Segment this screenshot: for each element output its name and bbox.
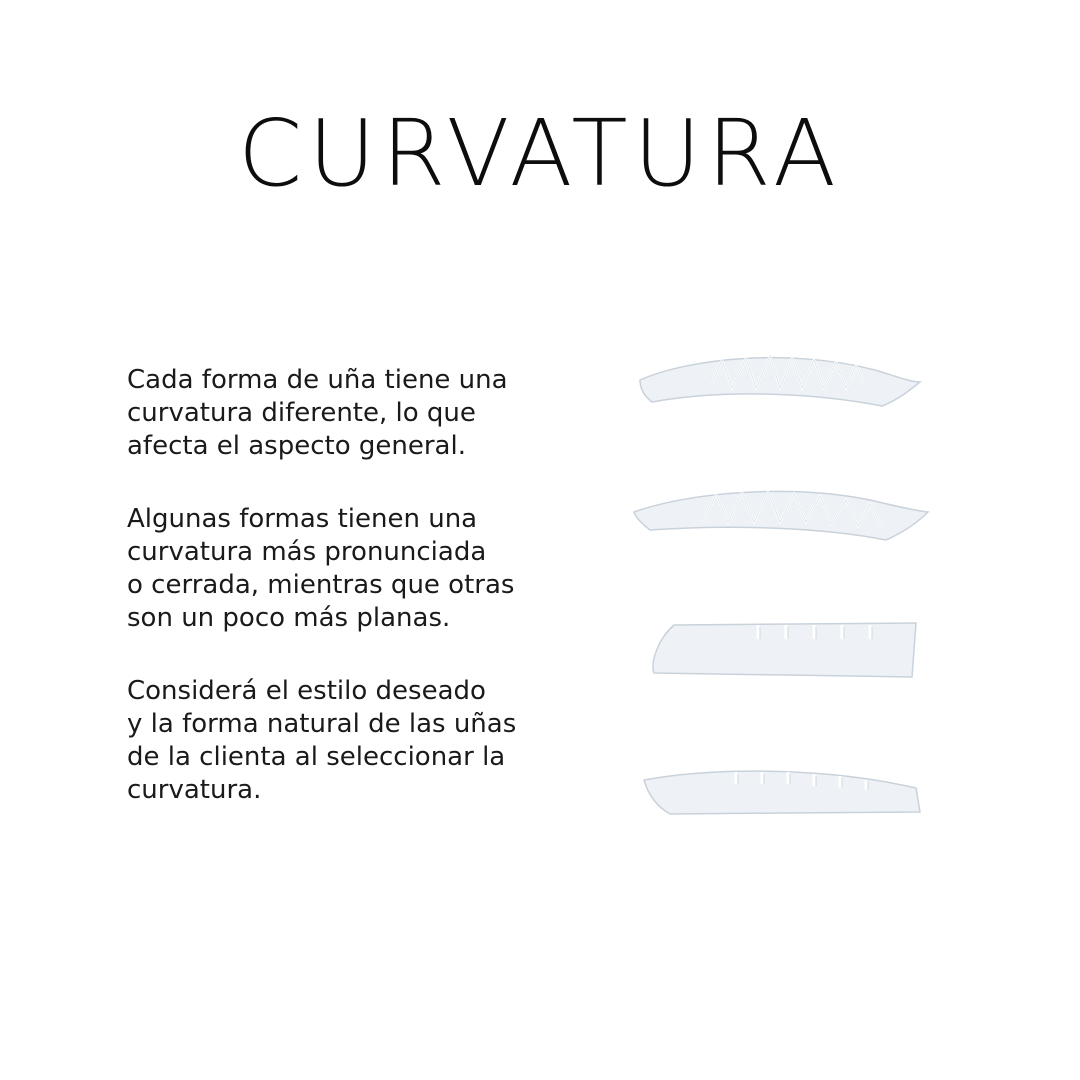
- nail-tip-flat-icon: [620, 605, 950, 715]
- nail-tips-illustration: [620, 320, 950, 840]
- nail-tip-curved-icon: [620, 470, 950, 580]
- paragraph-curvature-intro: Cada forma de uña tiene una curvatura diferente, lo que afecta el aspecto general.: [127, 365, 508, 461]
- paragraph-curvature-advice: Considerá el estilo deseado y la forma natural de las uñas de la clienta al seleccionar la curvatura.: [127, 676, 517, 805]
- nail-tip-tapered-icon: [620, 750, 950, 860]
- page-title: CURVATURA: [238, 100, 842, 207]
- nail-tip-curved-icon: [620, 330, 950, 440]
- paragraph-curvature-types: Algunas formas tienen una curvatura más pronunciada o cerrada, mientras que otras son un poco más planas.: [127, 504, 515, 633]
- description-column: [127, 364, 577, 847]
